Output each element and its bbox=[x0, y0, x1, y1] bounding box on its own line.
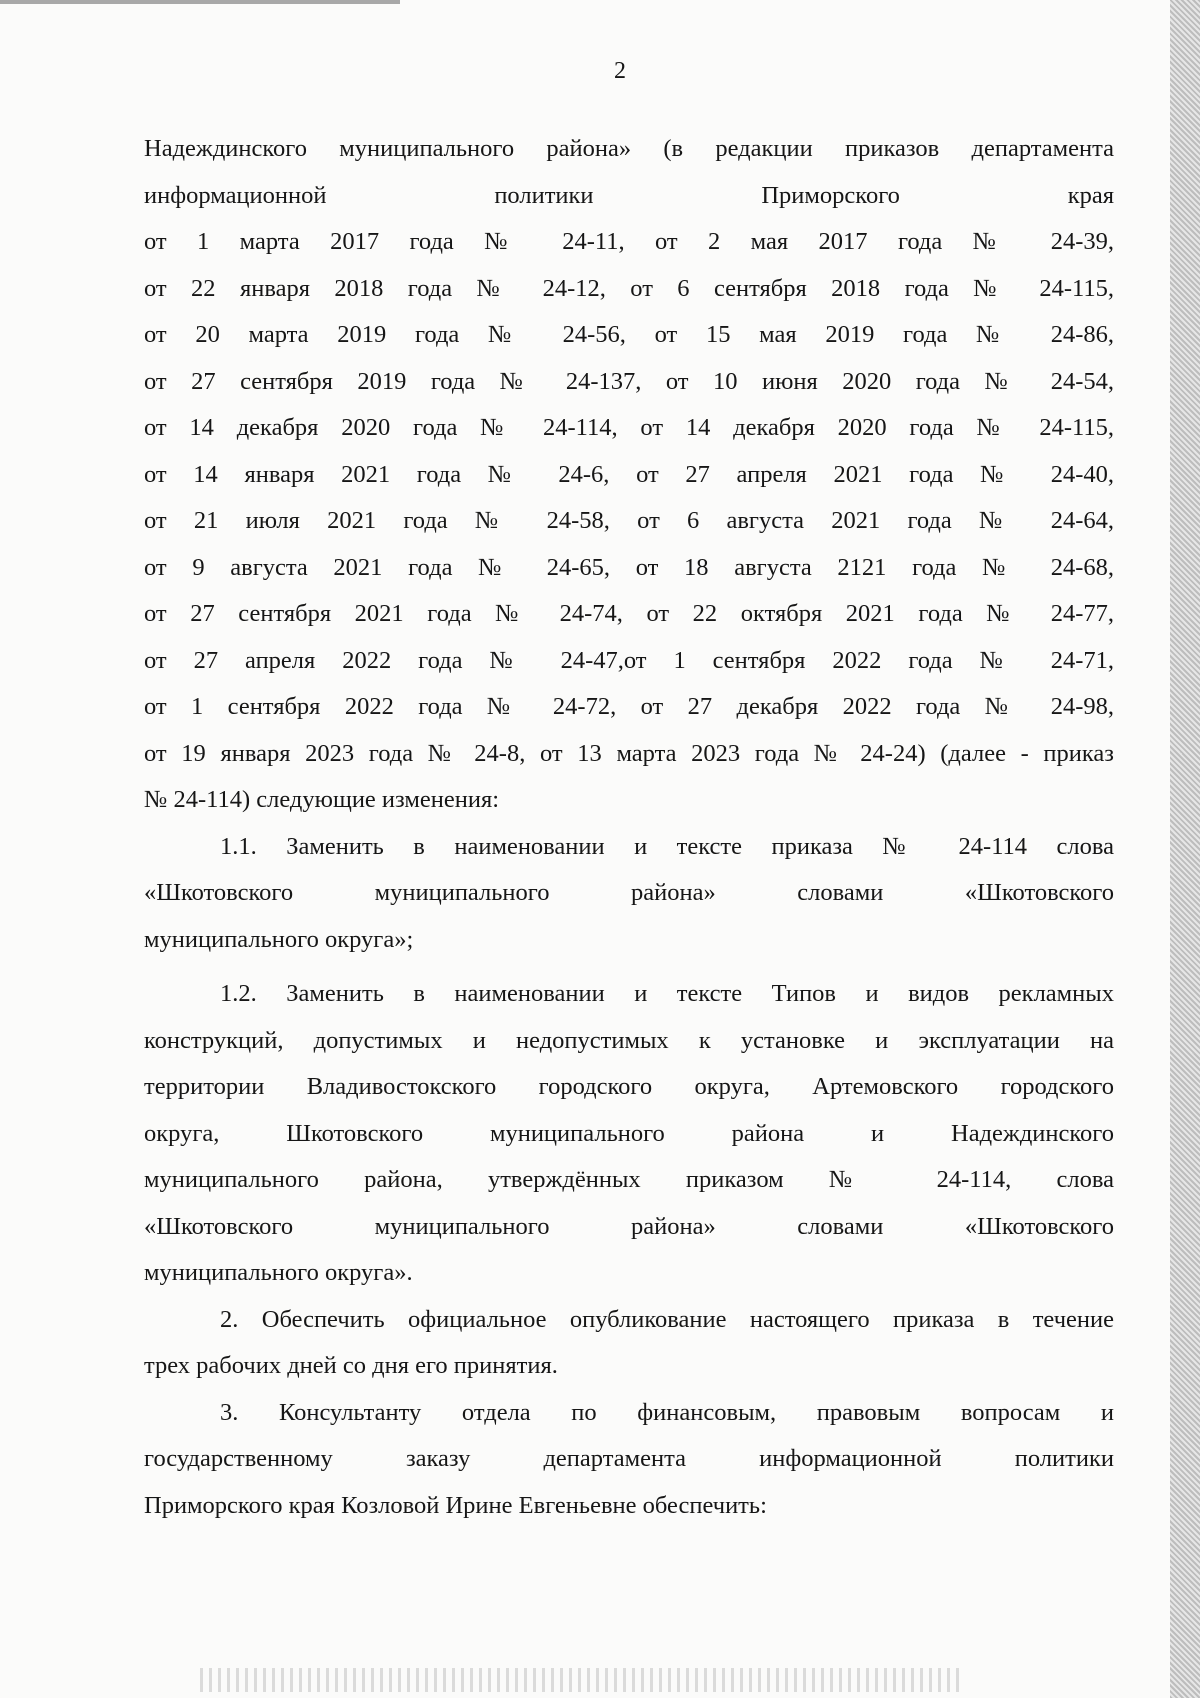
text-line: от 20 марта 2019 года № 24-56, от 15 мая 2019 года № 24-86, bbox=[144, 321, 1114, 348]
text-line: территории Владивостокского городского округа, Артемовского городского bbox=[144, 1073, 1114, 1100]
scan-artifact-edge bbox=[1170, 0, 1200, 1698]
item-1-2-paragraph bbox=[144, 971, 1114, 1297]
text-line: Надеждинского муниципального района» (в редакции приказов департамента bbox=[144, 135, 1114, 162]
item-3-paragraph bbox=[144, 1390, 1114, 1530]
item-2-paragraph bbox=[144, 1297, 1114, 1390]
scan-artifact-bottom bbox=[200, 1668, 960, 1692]
scan-artifact-top bbox=[0, 0, 400, 4]
text-line: от 19 января 2023 года № 24-8, от 13 марта 2023 года № 24-24) (далее - приказ bbox=[144, 739, 1114, 767]
text-line: «Шкотовского муниципального района» словами «Шкотовского bbox=[144, 1212, 1114, 1240]
text-line: 3. Консультанту отдела по финансовым, правовым вопросам и bbox=[220, 1398, 1114, 1426]
text-line: округа, Шкотовского муниципального района и Надеждинского bbox=[144, 1119, 1114, 1147]
document-body bbox=[144, 126, 1114, 1529]
text-line: информационной политики Приморского края bbox=[144, 181, 1114, 209]
text-line: государственному заказу департамента информационной политики bbox=[144, 1445, 1114, 1472]
text-line: Приморского края Козловой Ирине Евгеньевне обеспечить: bbox=[144, 1491, 767, 1519]
text-line: от 21 июля 2021 года № 24-58, от 6 августа 2021 года № 24-64, bbox=[144, 507, 1114, 534]
text-line: от 22 января 2018 года № 24-12, от 6 сентября 2018 года № 24-115, bbox=[144, 274, 1114, 302]
text-line: 1.2. Заменить в наименовании и тексте Типов и видов рекламных bbox=[220, 980, 1114, 1007]
text-line: трех рабочих дней со дня его принятия. bbox=[144, 1352, 558, 1379]
text-line: 1.1. Заменить в наименовании и тексте приказа № 24-114 слова bbox=[220, 832, 1114, 860]
text-line: от 9 августа 2021 года № 24-65, от 18 августа 2121 года № 24-68, bbox=[144, 553, 1114, 581]
text-line: 2. Обеспечить официальное опубликование настоящего приказа в течение bbox=[220, 1305, 1114, 1333]
text-line: конструкций, допустимых и недопустимых к установке и эксплуатации на bbox=[144, 1026, 1114, 1054]
page-number: 2 bbox=[614, 58, 626, 84]
text-line: муниципального района, утверждённых приказом № 24-114, слова bbox=[144, 1166, 1114, 1193]
text-line: от 1 сентября 2022 года № 24-72, от 27 декабря 2022 года № 24-98, bbox=[144, 693, 1114, 720]
text-line: от 1 марта 2017 года № 24-11, от 2 мая 2017 года № 24-39, bbox=[144, 228, 1114, 255]
text-line: от 27 апреля 2022 года № 24-47,от 1 сентября 2022 года № 24-71, bbox=[144, 646, 1114, 674]
text-line: от 27 сентября 2019 года № 24-137, от 10 июня 2020 года № 24-54, bbox=[144, 367, 1114, 395]
text-line: от 14 декабря 2020 года № 24-114, от 14 декабря 2020 года № 24-115, bbox=[144, 414, 1114, 441]
text-line: от 14 января 2021 года № 24-6, от 27 апреля 2021 года № 24-40, bbox=[144, 460, 1114, 488]
intro-paragraph bbox=[144, 126, 1114, 824]
text-line: от 27 сентября 2021 года № 24-74, от 22 октября 2021 года № 24-77, bbox=[144, 600, 1114, 627]
text-line: № 24-114) следующие изменения: bbox=[144, 786, 500, 813]
item-1-1-paragraph bbox=[144, 824, 1114, 964]
text-line: «Шкотовского муниципального района» словами «Шкотовского bbox=[144, 879, 1114, 906]
text-line: муниципального округа». bbox=[144, 1259, 413, 1286]
text-line: муниципального округа»; bbox=[144, 925, 414, 953]
